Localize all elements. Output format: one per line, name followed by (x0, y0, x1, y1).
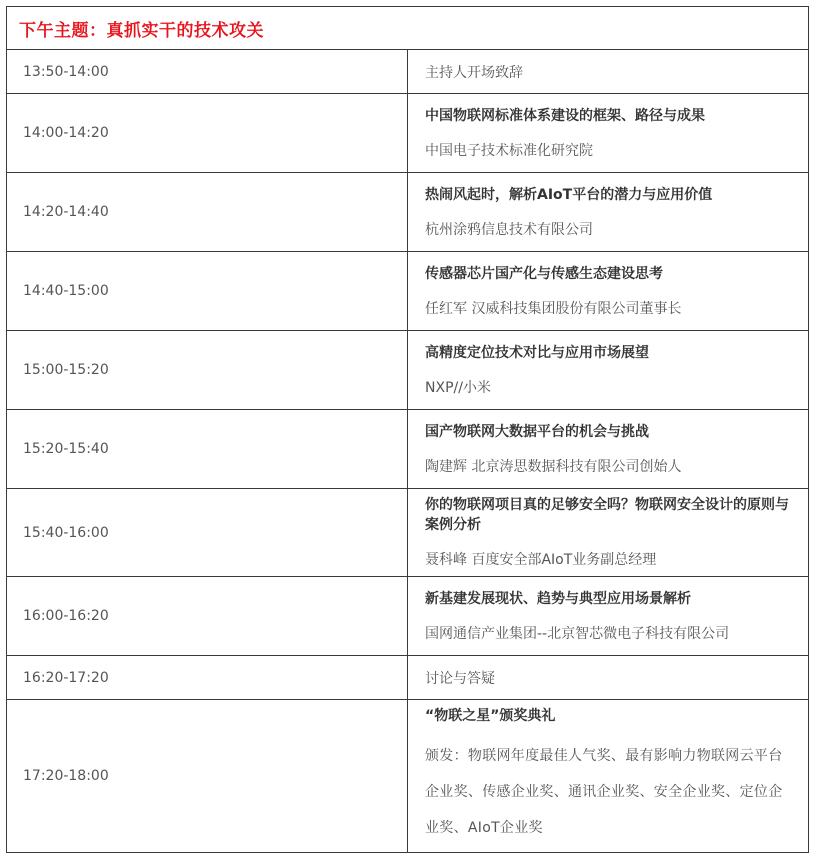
session-time: 17:20-18:00 (7, 700, 408, 853)
schedule-table (6, 6, 809, 853)
session-content (408, 331, 809, 410)
session-title: 传感器芯片国产化与传感生态建设思考 (425, 265, 663, 282)
session-title: 主持人开场致辞 (425, 64, 523, 81)
session-content (408, 656, 809, 700)
session-speaker: 颁发：物联网年度最佳人气奖、最有影响力物联网云平台企业奖、传感企业奖、通讯企业奖、安全企业奖、定位企业奖、AIoT企业奖 (425, 748, 783, 836)
session-title: 国产物联网大数据平台的机会与挑战 (425, 423, 649, 440)
session-content (408, 577, 809, 656)
session-time: 16:00-16:20 (7, 577, 408, 656)
session-time: 13:50-14:00 (7, 50, 408, 94)
session-time: 14:40-15:00 (7, 252, 408, 331)
schedule-header-row (7, 7, 809, 50)
session-row (7, 50, 809, 94)
session-row (7, 252, 809, 331)
session-content (408, 50, 809, 94)
session-row (7, 331, 809, 410)
session-time: 14:00-14:20 (7, 94, 408, 173)
session-row (7, 656, 809, 700)
session-row (7, 489, 809, 577)
session-row (7, 94, 809, 173)
session-speaker: 国网通信产业集团--北京智芯微电子科技有限公司 (425, 625, 730, 642)
session-speaker: 中国电子技术标准化研究院 (425, 142, 593, 159)
session-row (7, 173, 809, 252)
session-speaker: 聂科峰 百度安全部AIoT业务副总经理 (425, 552, 657, 568)
session-row (7, 700, 809, 853)
schedule-header-title: 下午主题：真抓实干的技术攻关 (7, 7, 809, 50)
session-content (408, 94, 809, 173)
session-title: 热闹风起时，解析AIoT平台的潜力与应用价值 (425, 186, 713, 203)
session-time: 15:20-15:40 (7, 410, 408, 489)
session-title: “物联之星”颁奖典礼 (425, 708, 556, 724)
session-title: 讨论与答疑 (425, 670, 495, 687)
session-title: 高精度定位技术对比与应用市场展望 (425, 344, 649, 361)
session-title: 中国物联网标准体系建设的框架、路径与成果 (425, 107, 705, 124)
session-content (408, 700, 809, 853)
session-content (408, 489, 809, 577)
session-speaker: 杭州涂鸦信息技术有限公司 (425, 221, 593, 238)
session-time: 16:20-17:20 (7, 656, 408, 700)
session-content (408, 173, 809, 252)
session-speaker: 任红军 汉威科技集团股份有限公司董事长 (425, 300, 682, 317)
session-row (7, 410, 809, 489)
session-time: 15:40-16:00 (7, 489, 408, 577)
session-row (7, 577, 809, 656)
session-speaker: 陶建辉 北京涛思数据科技有限公司创始人 (425, 458, 682, 475)
session-title: 新基建发展现状、趋势与典型应用场景解析 (425, 590, 691, 607)
session-content (408, 252, 809, 331)
session-speaker: NXP//小米 (425, 379, 491, 396)
session-content (408, 410, 809, 489)
session-title: 你的物联网项目真的足够安全吗？物联网安全设计的原则与案例分析 (425, 497, 789, 533)
session-time: 14:20-14:40 (7, 173, 408, 252)
session-time: 15:00-15:20 (7, 331, 408, 410)
